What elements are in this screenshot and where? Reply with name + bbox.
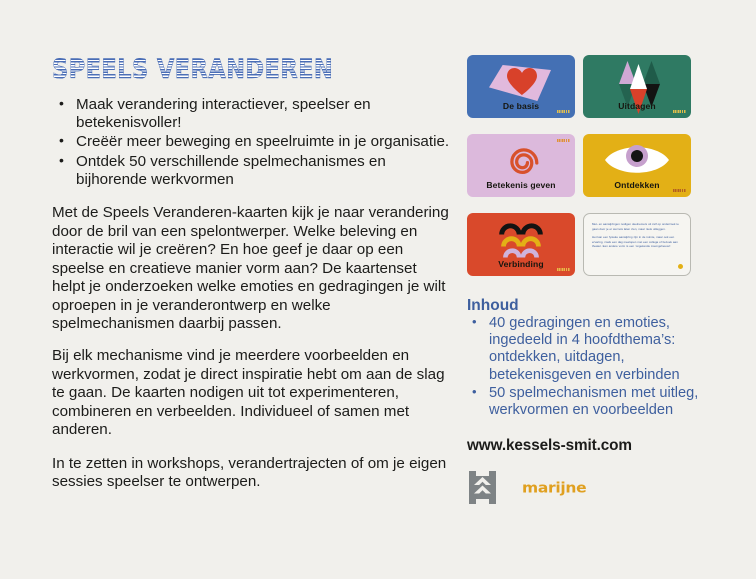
card-verbinding[interactable] xyxy=(467,213,575,276)
card-preview-grid xyxy=(467,55,708,276)
card-betekenis-geven[interactable] xyxy=(467,134,575,197)
card-label: De basis xyxy=(502,101,540,111)
card-uitdagen[interactable] xyxy=(583,55,691,118)
card-ontdekken[interactable] xyxy=(583,134,691,197)
card-label: Ontdekken xyxy=(614,180,660,190)
brand-mark-icon xyxy=(673,189,686,192)
feature-bullet-list xyxy=(52,96,455,189)
list-item: • Maak verandering interactiever, speelser en betekenisvoller! xyxy=(52,96,455,132)
dot-icon xyxy=(678,264,683,269)
body-paragraph-1: Met de Speels Veranderen-kaarten kijk je naar verandering door de bril van een spelontwerper. Welke beleving en interactie wil je creëren? En hoe geef je daar op een speelse en creatieve manier vorm aan? De kaartenset helpt je onderzoeken welke emoties en gedragingen je wilt oproepen in je veranderontwerp en welke spelmechanismen daarbij passen. xyxy=(52,204,449,332)
list-item: • Ontdek 50 verschillende spelmechanismes en bijhorende werkvormen xyxy=(52,153,455,189)
right-column xyxy=(455,0,756,579)
card-label: Betekenis geven xyxy=(486,180,556,190)
inhoud-heading: Inhoud xyxy=(467,297,519,314)
logo-row xyxy=(467,471,708,504)
body-paragraph-2: Bij elk mechanisme vind je meerdere voorbeelden en werkvormen, zodat je direct inspiratie hebt om aan de slag te gaan. De kaarten nodigen uit tot experimenteren, combineren en verbeelden. Individueel of samen met anderen. xyxy=(52,347,445,439)
inhoud-list xyxy=(467,315,708,419)
brand-mark-icon xyxy=(557,268,570,271)
card-label: Verbinding xyxy=(498,259,544,269)
page-title: SPEELS VERANDEREN xyxy=(52,54,334,85)
list-item: • Creëër meer beweging en speelruimte in je organisatie. xyxy=(52,133,455,151)
brand-mark-icon xyxy=(557,139,570,142)
brand-mark-icon xyxy=(673,110,686,113)
list-item: • 40 gedragingen en emoties, ingedeeld in 4 hoofdthema’s: ontdekken, uitdagen, betekenisgeven en verbinden xyxy=(467,315,708,384)
card-sample-text[interactable] xyxy=(583,213,691,276)
marijne-logo: marijne xyxy=(522,479,587,497)
card-de-basis[interactable] xyxy=(467,55,575,118)
website-url[interactable]: www.kessels-smit.com xyxy=(467,437,632,455)
card-label: Uitdagen xyxy=(618,101,656,111)
list-item: • 50 spelmechanismen met uitleg, werkvormen en voorbeelden xyxy=(467,385,708,419)
brand-mark-icon xyxy=(557,110,570,113)
kessels-smit-logo-icon xyxy=(467,471,498,504)
sample-text-paragraph-2: Het kan een fysieke aanwijzing zijn in de ruimte, maar ook een ervaring, zoals een dag meelopen met een collega of bezoek aan theater. Een andere vorm is een 'ongekende zoemgeheuvel'. xyxy=(592,235,678,248)
body-paragraph-3: In te zetten in workshops, verandertrajecten of om je eigen sessies speelser te ontwerpen. xyxy=(52,454,447,491)
sample-text-paragraph-1: Met- en aanwijzingen nodigen deelnemers uit zelf op onderzoek te gaan door je er wel iets laten zien, maar niets uitleggen. xyxy=(592,222,679,231)
